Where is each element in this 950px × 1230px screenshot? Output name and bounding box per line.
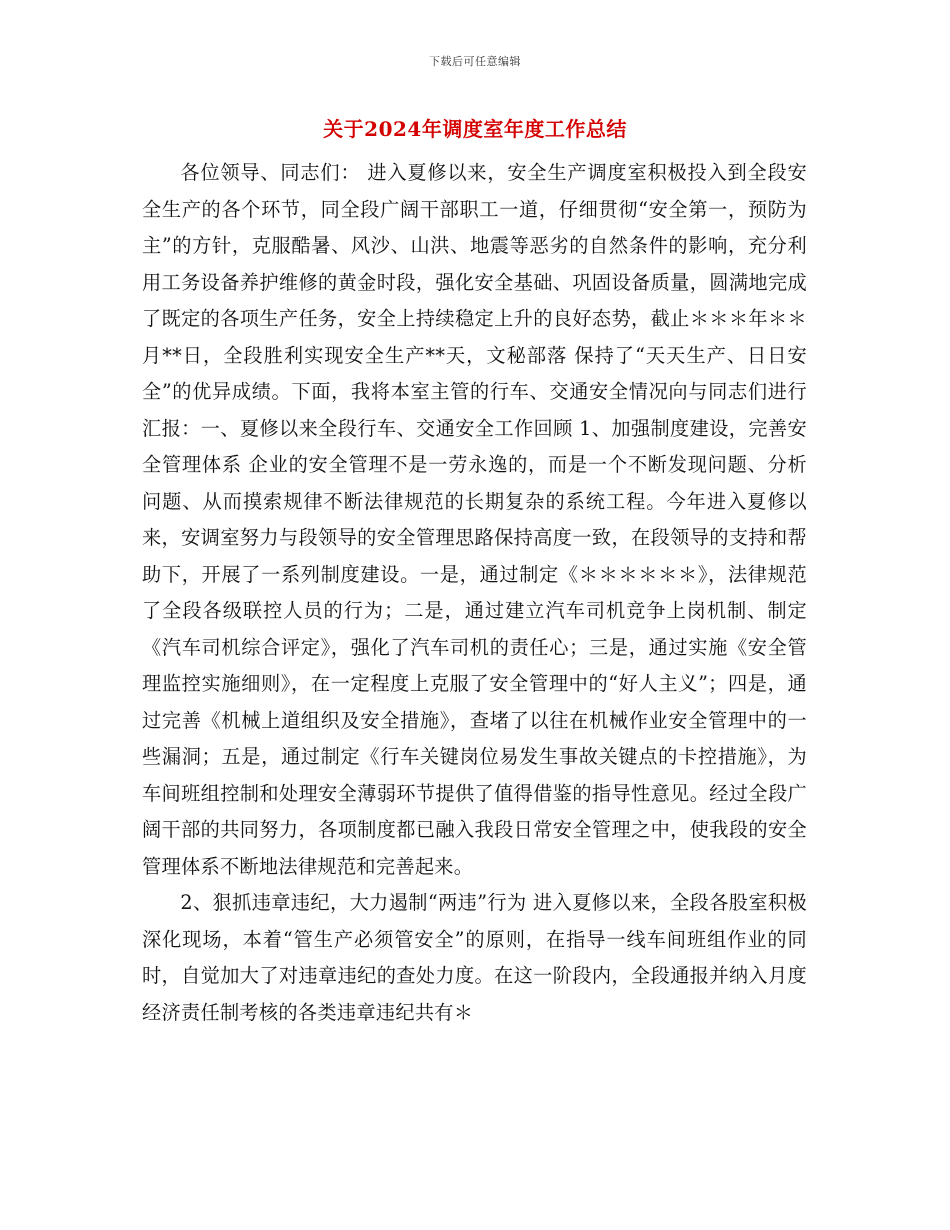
document-title: 关于2024年调度室年度工作总结 bbox=[323, 117, 627, 141]
body-paragraph-2: 2、狠抓违章违纪，大力遏制“两违”行为 进入夏修以来，全段各股室积极深化现场，本着“管生产必须管安全”的原则，在指导一线车间班组作业的同时，自觉加大了对违章违纪的查处力度。在这一阶段内，全段通报并纳入月度经济责任制考核的各类违章违纪共有＊ bbox=[142, 891, 807, 1024]
body-paragraph-1: 各位领导、同志们： 进入夏修以来，安全生产调度室积极投入到全段安全生产的各个环节，同全段广阔干部职工一道，仔细贯彻“安全第一，预防为主”的方针，克服酷暑、风沙、山洪、地震等恶劣的自然条件的影响，充分利用工务设备养护维修的黄金时段，强化安全基础、巩固设备质量，圆满地完成了既定的各项生产任务，安全上持续稳定上升的良好态势，截止＊＊＊年＊＊月**日，全段胜利实现安全生产**天，文秘部落 保持了“天天生产、日日安全”的优异成绩。下面，我将本室主管的行车、交通安全情况向与同志们进行汇报：一、夏修以来全段行车、交通安全工作回顾 1、加强制度建设，完善安全管理体系 企业的安全管理不是一劳永逸的，而是一个不断发现问题、分析问题、从而摸索规律不断法律规范的长期复杂的系统工程。今年进入夏修以来，安调室努力与段领导的安全管理思路保持高度一致，在段领导的支持和帮助下，开展了一系列制度建设。一是，通过制定《＊＊＊＊＊＊》，法律规范了全段各级联控人员的行为；二是，通过建立汽车司机竞争上岗机制、制定《汽车司机综合评定》，强化了汽车司机的责任心；三是，通过实施《安全管理监控实施细则》，在一定程度上克服了安全管理中的“好人主义”；四是，通过完善《机械上道组织及安全措施》，查堵了以往在机械作业安全管理中的一些漏洞；五是，通过制定《行车关键岗位易发生事故关键点的卡控措施》，为车间班组控制和处理安全薄弱环节提供了值得借鉴的指导性意见。经过全段广阔干部的共同努力，各项制度都已融入我段日常安全管理之中，使我段的安全管理体系不断地法律规范和完善起来。 bbox=[142, 161, 807, 878]
document-body bbox=[142, 155, 807, 1031]
header-note: 下载后可任意编辑 bbox=[429, 55, 521, 68]
